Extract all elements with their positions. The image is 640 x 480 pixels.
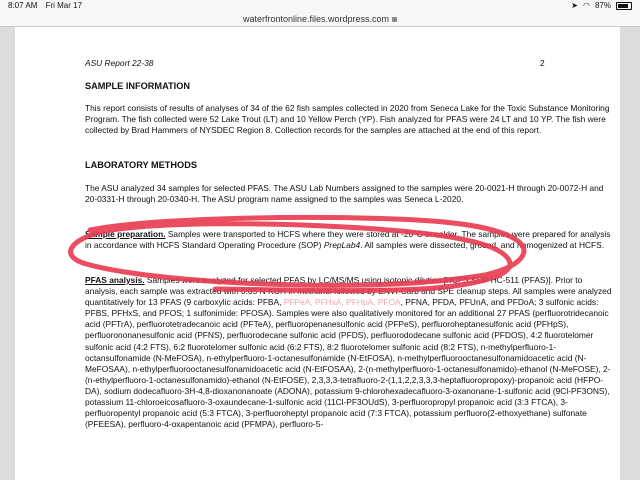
sample-info-paragraph: This report consists of results of analyses of 34 of the 62 fish samples collected in 2020 from Seneca Lake for the Toxic Substance Monitoring Program. The fish collected were 52 Lake Trout (LT) and 10 Yellow Perch (YP). Fish analyzed for PFAS were 24 LT and 10 YP. The fish were collected by Brad Hammers of NYSDEC Region 8. Collection records for the samples are attached at the end of this report. — [85, 103, 610, 136]
page-number: 2 — [540, 58, 545, 68]
status-time: 8:07 AM — [8, 1, 38, 10]
lab-methods-heading: LABORATORY METHODS — [85, 160, 197, 170]
battery-icon — [616, 2, 632, 10]
sample-prep-title: Sample preparation. — [85, 229, 166, 239]
location-icon: ➤ — [571, 1, 578, 10]
status-date: Fri Mar 17 — [45, 1, 83, 10]
report-id: ASU Report 22-38 — [85, 58, 154, 68]
pfas-text-continued: , PFNA, PFDA, PFUnA, and PFDoA; 3 sulfonic acids: PFBS, PFHxS, and PFOS; 1 sulfonimide: PFOSA). Samples were also qualitatively monitored for an additional 27 PFAS (perfluorotridecanoic acid (PFTrA), perfluorotetradecanoic acid (PFTeA), perfluoropenanesulfonic acid (PFPeS), perfluoroheptanesulfonic acid (PFHpS), perfluorononanesulfonic acid (PFNS), perfluorodecane sulfonic acid (PFDS), perfluorododecane sulfonic acid (PFDOS), 4:2 fluorotelomer sulfonic acid (4:2 FTS), 6:2 fluorotelomer sulfonic acid (6:2 FTS), 8:2 fluorotelomer sulfonic acid (8:2 FTS), n-methylperfluoro-1-octansulfonamide (N-MeFOSA), n-ethylperfluoro-1-octanesulfonamide (N-EtFOSA), n-methylperfluorooctanesulfonamidoacetic acid (N-MeFOSAA), n-ethylperfluorooctanesulfonamidoacetic acid (N-EtFOSAA), 2-(n-methylperfluoro-1-octanesulfonamido)-ethanol (N-MeFOSE), 2-(n-ethylperfluoro-1-octanesulfonamido)-ethanol (N-EtFOSE), 2,3,3,3-tetrafluoro-2-(1,1,2,2,3,3,3-heptafluoropropoxy)-propanoic acid (HFPO-DA), sodium dodecafluoro-3H-4,8-dioxanonanoate (ADONA), potassium 9-chlorohexadecafluoro-3-oxanonane-1-sulfonic acid (9Cl-PF3ONS), potassium 11-chloroeicosafluoro-3-oxaundecane-1-sulfonic acid (11Cl-PF3OUdS), 3-perfluoropropyl propanoic acid (3:3 FTCA), 3-perfluoropentyl propanoic acid (5:3 FTCA), 3-perfluoroheptyl propanoic acid (7:3 FTCA), potassium perfluoro(2-ethoxyethane) sulfonate (PFEESA), perfluoro-4-oxapentanoic acid (PFMPA), perfluoro-5- — [85, 297, 611, 430]
url-text[interactable]: waterfrontonline.files.wordpress.com — [242, 14, 390, 24]
pfas-paragraph — [85, 275, 615, 430]
battery-percent: 87% — [594, 1, 611, 10]
sample-prep-sop: PrepLab4 — [323, 240, 361, 251]
pfas-highlighted-text: PFPeA, PFHxA, PFHpA, PFOA — [283, 297, 401, 308]
address-bar[interactable] — [0, 12, 640, 27]
sample-prep-text: Samples were transported to HCFS where they were stored at -20°C or colder. The samples were prepared for analysis in accordance with HCFS Standard Operating Procedure (SOP) — [85, 229, 611, 251]
wifi-icon: ◠ — [583, 1, 590, 10]
pdf-page — [15, 27, 620, 480]
sample-prep-paragraph — [85, 229, 615, 251]
lab-methods-paragraph: The ASU analyzed 34 samples for selected PFAS. The ASU Lab Numbers assigned to the samples were 20-0021-H through 20-0072-H and 20-0331-H through 20-0340-H. The ASU program name assigned to the samples was Seneca L-2020. — [85, 183, 604, 205]
sample-prep-text-end: . All samples were dissected, ground, and homogenized at HCFS. — [360, 240, 605, 251]
sample-info-heading: SAMPLE INFORMATION — [85, 81, 190, 91]
status-bar — [0, 0, 640, 12]
pfas-text: Samples were analyzed for selected PFAS by LC/MS/MS using isotopic dilution [HCFS SOP HC-511 (PFAS)]. Prior to analysis, each sample was extracted with 0.05 N KOH in methanol followed by ENVI-Carb and SPE cleanup steps. All samples were analyzed quantitatively for 13 PFAS (9 carboxylic acids: PFBA, — [85, 275, 612, 308]
lock-icon — [392, 17, 397, 22]
pfas-title: PFAS analysis. — [85, 275, 145, 285]
